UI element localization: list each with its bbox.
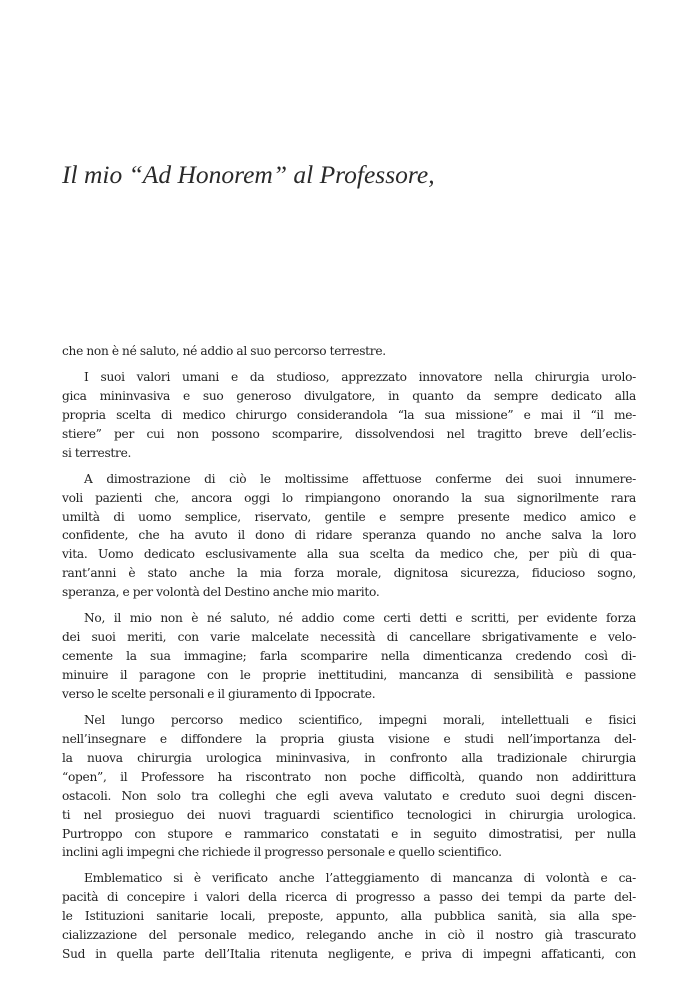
text-line: la nuova chirurgia urologica mininvasiva, in confronto alla tradizionale chirurgia: [62, 750, 636, 765]
text-line: confidente, che ha avuto il dono di ridare speranza quando no anche salva la loro: [62, 528, 636, 543]
text-line: rant’anni è stato anche la mia forza morale, dignitosa sicurezza, fiducioso sogno,: [62, 566, 636, 581]
text-line: minuire il paragone con le proprie inettitudini, mancanza di sensibilità e passione: [62, 668, 636, 682]
text-line: si terrestre.: [62, 445, 132, 460]
text-line: ti nel prosieguo dei nuovi traguardi scientifico tecnologici in chirurgia urologica.: [62, 807, 636, 822]
text-line: cemente la sua immagine; farla scomparire nella dimenticanza credendo così di-: [62, 649, 636, 664]
text-line: voli pazienti che, ancora oggi lo rimpiangono onorando la sua signorilmente rara: [62, 490, 636, 505]
text-line: Sud in quella parte dell’Italia ritenuta negligente, e priva di impegni affaticanti, con: [62, 947, 636, 962]
text-line: Purtroppo con stupore e rammarico constatati e in seguito dimostratisi, per nulla: [62, 826, 636, 841]
text-line: Nel lungo percorso medico scientifico, impegni morali, intellettuali e fisici: [84, 712, 636, 727]
text-line: cializzazione del personale medico, relegando anche in ciò il nostro già trascurato: [62, 928, 636, 943]
text-line: Emblematico si è verificato anche l’atteggiamento di mancanza di volontà e ca-: [84, 871, 636, 886]
paragraph: [62, 368, 636, 463]
text-line: gica mininvasiva e suo generoso divulgatore, in quanto da sempre dedicato alla: [62, 388, 636, 403]
text-line: “open”, il Professore ha riscontrato non poche difficoltà, quando non addirittura: [62, 769, 636, 784]
text-line: nell’insegnare e diffondere la propria giusta visione e studi nell’importanza del-: [62, 731, 636, 746]
text-line: ostacoli. Non solo tra colleghi che egli aveva valutato e creduto suoi degni discen-: [62, 788, 636, 803]
paragraph-gap: [62, 862, 636, 869]
text-line: inclini agli impegni che richiede il progresso personale e quello scientifico.: [62, 845, 502, 860]
body-text: [62, 342, 636, 964]
text-line: dei suoi meriti, con varie malcelate necessità di cancellare sbrigativamente e velo-: [62, 630, 636, 645]
text-line: stiere” per cui non possono scomparire, dissolvendosi nel tragitto breve dell’eclis-: [62, 426, 636, 441]
text-line: A dimostrazione di ciò le moltissime affettuose conferme dei suoi innumere-: [84, 471, 636, 486]
text-line: pacità di concepire i valori della ricerca di progresso a passo dei tempi da parte del-: [62, 890, 636, 905]
text-line: propria scelta di medico chirurgo considerandola “la sua missione” e mai il “il me-: [62, 407, 636, 422]
text-line: umiltà di uomo semplice, riservato, gentile e sempre presente medico amico e: [62, 509, 636, 524]
paragraph-gap: [62, 463, 636, 470]
paragraph: [62, 869, 636, 964]
paragraph: [62, 342, 636, 361]
text-line: le Istituzioni sanitarie locali, preposte, appunto, alla pubblica sanità, sia alla spe-: [62, 909, 636, 924]
text-line: No, il mio non è né saluto, né addio come certi detti e scritti, per evidente forza: [84, 611, 636, 626]
paragraph-gap: [62, 704, 636, 711]
text-line: vita. Uomo dedicato esclusivamente alla sua scelta da medico che, per più di qua-: [62, 547, 636, 562]
paragraph: [62, 470, 636, 603]
text-line: verso le scelte personali e il giuramento di Ippocrate.: [62, 686, 376, 701]
text-line: che non è né saluto, né addio al suo percorso terrestre.: [62, 344, 386, 358]
text-line: speranza, e per volontà del Destino anche mio marito.: [62, 585, 380, 600]
text-line: I suoi valori umani e da studioso, apprezzato innovatore nella chirurgia urolo-: [84, 369, 636, 384]
paragraph: [62, 609, 636, 704]
paragraph: [62, 711, 636, 863]
page-title: Il mio “Ad Honorem” al Professore,: [62, 160, 435, 189]
paragraph-gap: [62, 602, 636, 609]
paragraph-gap: [62, 361, 636, 368]
